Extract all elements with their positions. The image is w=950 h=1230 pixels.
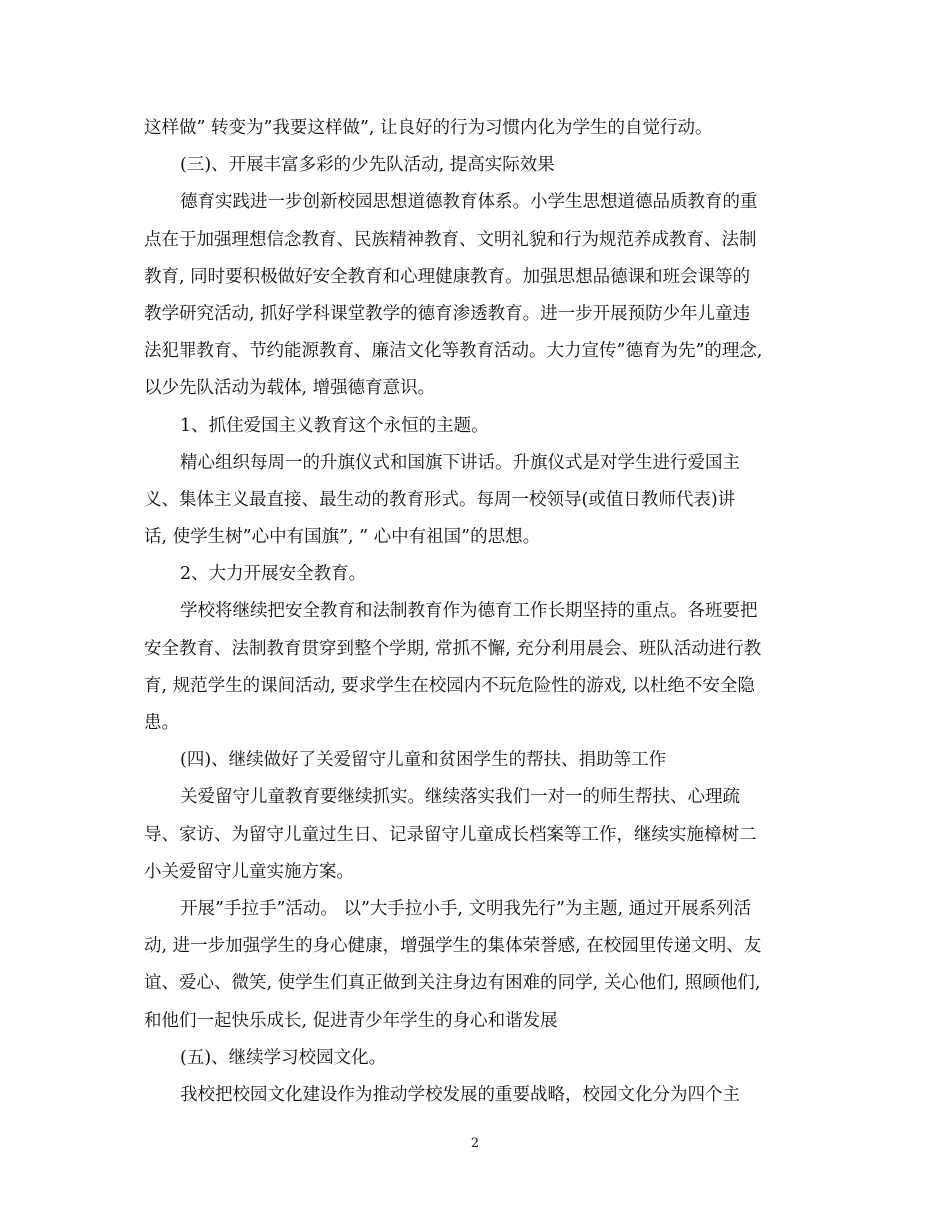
text-line: 谊、爱心、微笑, 使学生们真正做到关注身边有困难的同学, 关心他们, 照顾他们, (144, 973, 761, 994)
text-line: 点在于加强理想信念教育、民族精神教育、文明礼貌和行为规范养成教育、法制 (144, 229, 757, 250)
text-line: 和他们一起快乐成长, 促进青少年学生的身心和谐发展 (144, 1010, 558, 1031)
text-line: 关爱留守儿童教育要继续抓实。继续落实我们一对一的师生帮扶、心理疏 (180, 787, 740, 808)
text-line: 动, 进一步加强学生的身心健康，增强学生的集体荣誉感, 在校园里传递文明、友 (144, 936, 762, 957)
text-line: 法犯罪教育、节约能源教育、廉洁文化等教育活动。大力宣传”德育为先”的理念, (144, 341, 763, 362)
text-line: 精心组织每周一的升旗仪式和国旗下讲话。升旗仪式是对学生进行爱国主 (180, 452, 740, 473)
text-line: 这样做” 转变为”我要这样做”, 让良好的行为习惯内化为学生的自觉行动。 (144, 118, 713, 138)
section-heading: (四)、继续做好了关爱留守儿童和贫困学生的帮扶、捐助等工作 (180, 750, 667, 771)
text-line: 开展”手拉手”活动。 以”大手拉小手, 文明我先行”为主题, 通过开展系列活 (180, 898, 752, 919)
text-line: 话, 使学生树”心中有国旗”, ” 心中有祖国”的思想。 (144, 527, 541, 548)
text-line: 育, 规范学生的课间活动, 要求学生在校园内不玩危险性的游戏, 以杜绝不安全隐 (144, 675, 755, 696)
text-line: 教育, 同时要积极做好安全教育和心理健康教育。加强思想品德课和班会课等的 (144, 266, 751, 287)
text-line: 小关爱留守儿童实施方案。 (144, 861, 354, 882)
text-line: 患。 (144, 713, 179, 733)
document-body (144, 110, 814, 1114)
text-line: 以少先队活动为载体, 增强德育意识。 (144, 378, 436, 399)
text-line: 导、家访、为留守儿童过生日、记录留守儿童成长档案等工作，继续实施樟树二 (144, 824, 757, 845)
section-heading: (三)、开展丰富多彩的少先队活动, 提高实际效果 (180, 155, 555, 176)
text-line: 德育实践进一步创新校园思想道德教育体系。小学生思想道德品质教育的重 (180, 192, 758, 213)
text-line: 安全教育、法制教育贯穿到整个学期, 常抓不懈, 充分利用晨会、班队活动进行教 (144, 638, 762, 659)
text-line: 我校把校园文化建设作为推动学校发展的重要战略，校园文化分为四个主 (180, 1084, 740, 1105)
text-line: 学校将继续把安全教育和法制教育作为德育工作长期坚持的重点。各班要把 (180, 601, 758, 622)
text-line: 教学研究活动, 抓好学科课堂教学的德育渗透教育。进一步开展预防少年儿童违 (144, 303, 751, 324)
text-line: 义、集体主义最直接、最生动的教育形式。每周一校领导(或值日教师代表)讲 (144, 489, 736, 510)
subsection-heading: 1、抓住爱国主义教育这个永恒的主题。 (180, 415, 489, 436)
subsection-heading: 2、大力开展安全教育。 (180, 564, 367, 585)
section-heading: (五)、继续学习校园文化。 (180, 1047, 387, 1068)
page-number: 2 (470, 1136, 480, 1151)
